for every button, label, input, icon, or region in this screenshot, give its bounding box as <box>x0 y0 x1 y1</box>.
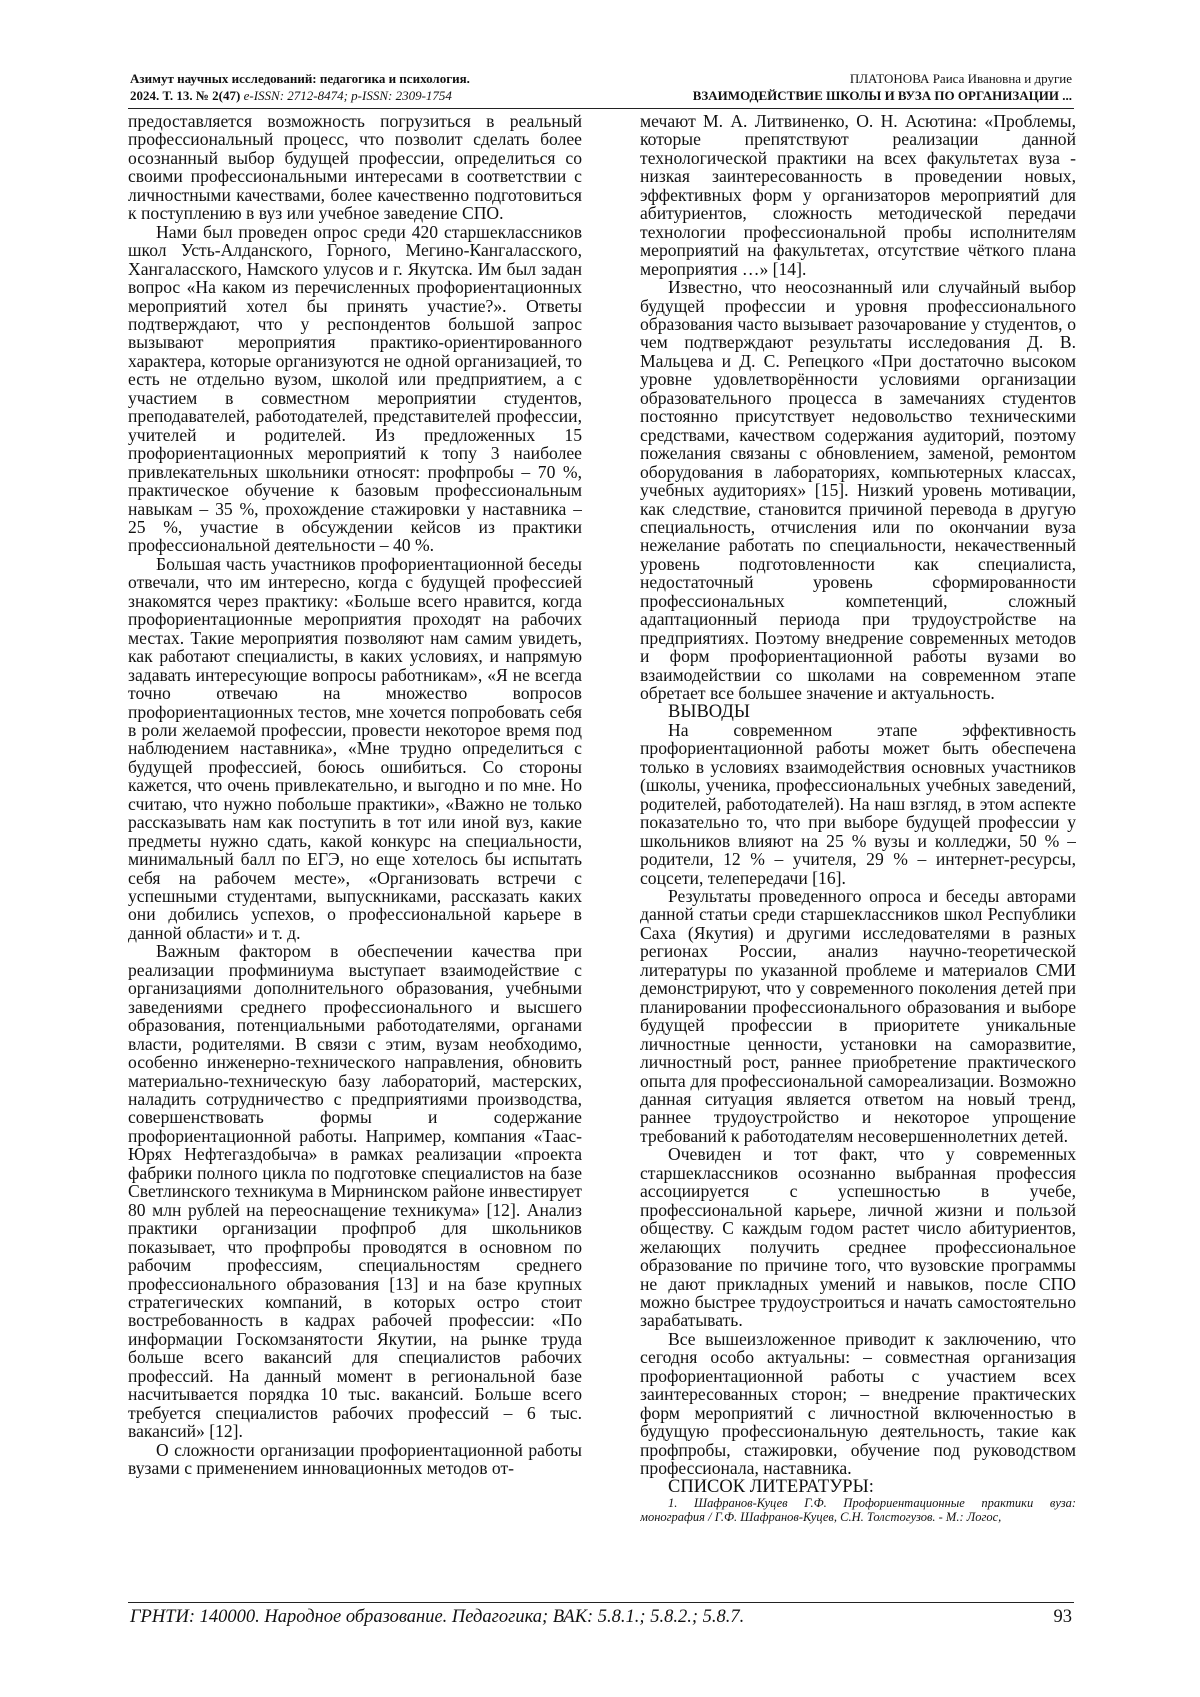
article-header <box>693 70 1072 104</box>
paragraph: Нами был проведен опрос среди 420 старшеклассников школ Усть-Алданского, Горного, Мегино-Кангаласского, Хангаласского, Намского улусов и г. Якутска. Им был задан вопрос «На каком из перечисленных профориентационных мероприятий хотел бы принять участие?». Ответы подтверждают, что у респондентов большой запрос вызывают мероприятия практико-ориентированного характера, которые организуются не одной организацией, то есть не отдельно вузом, школой или предприятием, а с участием в совместном мероприятии студентов, преподавателей, работодателей, представителей профессии, учителей и родителей. Из предложенных 15 профориентационных мероприятий к топу 3 наиболее привлекательных школьники относят: профпробы – 70 %, практическое обучение к базовым профессиональным навыкам – 35 %, прохождение стажировки у наставника – 25 %, участие в обсуждении кейсов из практики профессиональной деятельности – 40 %. <box>128 221 582 556</box>
author-surname: ПЛАТОНОВА <box>849 71 930 86</box>
footer-classification: ГРНТИ: 140000. Народное образование. Педагогика; ВАК: 5.8.1.; 5.8.2.; 5.8.7. <box>130 1607 745 1627</box>
paragraph: Результаты проведенного опроса и беседы авторами данной статьи среди старшеклассников школ Республики Саха (Якутия) и другими исследователями в разных регионах России, анализ научно-теоретической литературы по указанной проблеме и материалов СМИ демонстрируют, что у современного поколения детей при планировании профессионального образования и выборе будущей профессии в приоритете уникальные личностные ценности, установки на саморазвитие, личностный рост, раннее приобретение практического опыта для профессиональной самореализации. Возможно данная ситуация является ответом на новый тренд, раннее трудоустройство и некоторое упрощение требований к работодателям несовершеннолетних детей. <box>640 886 1076 1146</box>
paragraph: На современном этапе эффективность профориентационной работы может быть обеспечена только в условиях взаимодействия основных участников (школы, ученика, профессиональных учебных заведений, родителей, работодателей). На наш взгляд, в этом аспекте показательно то, что при выборе будущей профессии у школьников влияют на 25 % вузы и колледжи, 50 % – родители, 12 % – учителя, 29 % – интернет-ресурсы, соцсети, телепередачи [16]. <box>640 719 1076 888</box>
page-number: 93 <box>1053 1607 1072 1627</box>
paragraph: Большая часть участников профориентационной беседы отвечали, что им интересно, когда с будущей профессией знакомятся через практику: «Больше всего нравится, когда профориентационные мероприятия проходят на рабочих местах. Такие мероприятия позволяют нам самим увидеть, как работают специалисты, в каких условиях, и напрямую задавать интересующие вопросы работникам», «Я не всегда точно отвечаю на множество вопросов профориентационных тестов, мне хочется попробовать себя в роли желаемой профессии, провести некоторое время под наблюдением наставника», «Мне трудно определиться с будущей профессией, боюсь ошибиться. Со стороны кажется, что очень привлекательно, и выгодно и по мне. Но считаю, что нужно побольше практики», «Важно не только рассказывать нам как поступить в тот или иной вуз, какие предметы нужно сдать, какой конкурс на специальности, минимальный балл по ЕГЭ, но еще хотелось бы испытать себя на рабочем месте», «Организовать встречи с успешными студентами, выпускниками, рассказать каких они добились успехов, о профессиональной карьере в данной области» и т. д. <box>128 553 582 943</box>
section-heading-conclusions: ВЫВОДЫ <box>668 701 751 722</box>
left-column <box>128 112 582 1602</box>
paragraph: Известно, что неосознанный или случайный выбор будущей профессии и уровня профессионального образования часто вызывает разочарование у студентов, о чем подтверждают результаты исследования Д. В. Мальцева и Д. С. Репецкого «При достаточно высоком уровне удовлетворённости условиями организации образовательного процесса в замечаниях студентов постоянно присутствует недовольство техническими средствами, качеством содержания аудиторий, поэтому пожелания связаны с обновлением, заменой, ремонтом оборудования в лабораториях, компьютерных классах, учебных аудиториях» [15]. Низкий уровень мотивации, как следствие, становится причиной перевода в другую специальность, отчисления или по окончании вуза нежелание работать по специальности, некачественный уровень подготовленности как специалиста, недостаточный уровень сформированности профессиональных компетенций, сложный адаптационный периода при трудоустройстве на предприятиях. Поэтому внедрение современных методов и форм профориентационной работы вузами во взаимодействии со школами на современном этапе обретает все большее значение и актуальность. <box>640 277 1076 704</box>
running-title: ВЗАИМОДЕЙСТВИЕ ШКОЛЫ И ВУЗА ПО ОРГАНИЗАЦИИ ... <box>692 88 1072 103</box>
journal-issn: e-ISSN: 2712-8474; p-ISSN: 2309-1754 <box>243 88 452 103</box>
journal-volume: 2024. Т. 13. № 2(47) <box>130 88 241 103</box>
journal-header <box>130 70 470 104</box>
header-divider <box>128 108 1074 109</box>
article-authors <box>693 70 1072 87</box>
reference-item: 1. Шафранов-Куцев Г.Ф. Профориентационные практики вуза: монография / Г.Ф. Шафранов-Куцев, С.Н. Толстогузов. - М.: Логос, <box>640 1495 1076 1524</box>
paragraph: предоставляется возможность погрузиться в реальный профессиональный процесс, что позволит сделать более осознанный выбор будущей профессии, определиться со своими профессиональными интересами в соответствии с личностными качествами, более качественно подготовиться к поступлению в вуз или учебное заведение СПО. <box>128 112 582 224</box>
right-column <box>640 112 1076 1602</box>
author-rest: Раиса Ивановна и другие <box>932 71 1072 86</box>
paragraph: Важным фактором в обеспечении качества при реализации профминиума выступает взаимодействие с организациями дополнительного образования, учебными заведениями среднего профессионального и высшего образования, потенциальными работодателями, органами власти, родителями. В связи с этим, вузам необходимо, особенно инженерно-технического направления, обновить материально-техническую базу лабораторий, мастерских, наладить сотрудничество с предприятиями производства, совершенствовать формы и содержание профориентационной работы. Например, компания «Таас-Юрях Нефтегаздобыча» в рамках реализации «проекта фабрики полного цикла по подготовке специалистов на базе Светлинского техникума в Мирнинском районе инвестирует 80 млн рублей на переоснащение техникума» [12]. Анализ практики организации профпроб для школьников показывает, что профпробы проводятся в основном по рабочим профессиям, специальностям среднего профессионального образования [13] и на базе крупных стратегических компаний, в которых остро стоит востребованность в кадрах рабочей профессии: «По информации Госкомзанятости Якутии, на рынке труда больше всего вакансий для специалистов рабочих профессий. На данный момент в региональной базе насчитывается порядка 10 тыс. вакансий. Больше всего требуется специалистов рабочих профессий – 6 тыс. вакансий» [12]. <box>128 941 582 1442</box>
paragraph: О сложности организации профориентационной работы вузами с применением инновационных методов от- <box>128 1439 582 1479</box>
paragraph: мечают М. А. Литвиненко, О. Н. Асютина: «Проблемы, которые препятствуют реализации данной технологической практики на всех факультетах вуза - низкая заинтересованность в проведении новых, эффективных форм у организаторов мероприятий для абитуриентов, сложность методической передачи технологии профессиональной пробы исполнителям мероприятий на факультетах, отсутствие чёткого плана мероприятия …» [14]. <box>640 112 1076 279</box>
footer-divider <box>128 1602 1074 1603</box>
journal-title: Азимут научных исследований: педагогика и психология. <box>130 71 470 86</box>
journal-issue <box>130 87 470 104</box>
paragraph: Все вышеизложенное приводит к заключению, что сегодня особо актуальны: – совместная организация профориентационной работы с участием всех заинтересованных сторон; – внедрение практических форм мероприятий с личностной включенностью в будущую профессиональную деятельность, такие как профпробы, стажировки, обучение под руководством профессионала, наставника. <box>640 1328 1076 1479</box>
section-heading-references: СПИСОК ЛИТЕРАТУРЫ: <box>668 1476 874 1497</box>
paragraph: Очевиден и тот факт, что у современных старшеклассников осознанно выбранная профессия ассоциируется с успешностью в учебе, профессиональной карьере, личной жизни и пользой обществу. С каждым годом растет число абитуриентов, желающих получить среднее профессиональное образование по причине того, что вузовские программы не дают прикладных умений и навыков, после СПО можно быстрее трудоустроиться и начать самостоятельно зарабатывать. <box>640 1144 1076 1331</box>
